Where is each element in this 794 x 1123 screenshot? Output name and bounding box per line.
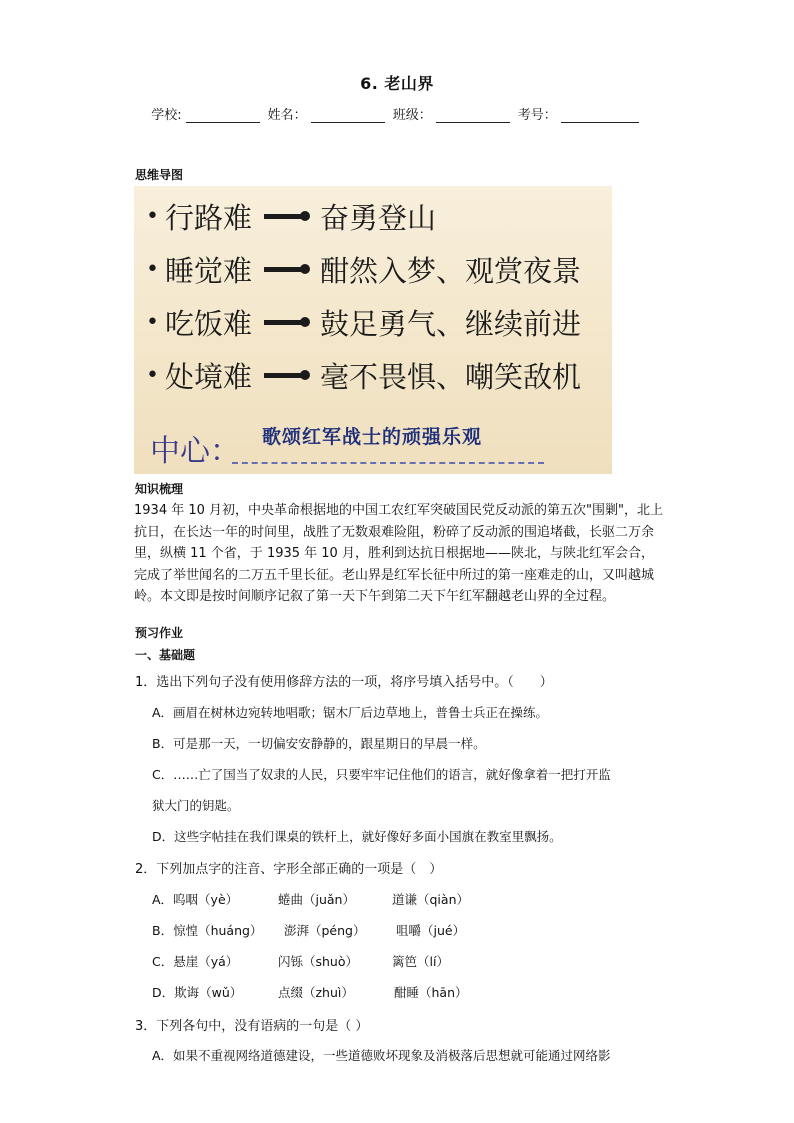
mindmap-row <box>146 355 581 395</box>
arrow-icon <box>264 317 310 327</box>
question-3-stem: 3．下列各句中，没有语病的一句是（ ） <box>135 1019 369 1034</box>
class-label: 班级： <box>392 108 432 123</box>
mindmap-row-right: 鼓足勇气、继续前进 <box>320 306 582 341</box>
arrow-icon <box>264 370 310 380</box>
option-word: 道谦（qiàn） <box>392 892 469 907</box>
question-1-option-a[interactable]: A．画眉在树林边宛转地唱歌；锯木厂后边草地上，普鲁士兵正在操练。 <box>152 705 549 720</box>
bullet-icon: • <box>146 362 159 388</box>
question-2-stem: 2．下列加点字的注音、字形全部正确的一项是（ ） <box>135 862 443 877</box>
option-word: 咀嚼（jué） <box>396 923 466 938</box>
exam-no-blank[interactable] <box>561 108 639 123</box>
student-info-row <box>0 104 794 123</box>
question-3-option-a[interactable]: A．如果不重视网络道德建设，一些道德败坏现象及消极落后思想就可能通过网络影 <box>152 1048 611 1063</box>
arrow-icon <box>264 211 310 221</box>
option-word: 澎湃（péng） <box>284 923 366 938</box>
mindmap-row <box>146 196 436 236</box>
bullet-icon: • <box>146 203 159 229</box>
question-1-option-d[interactable]: D．这些字帖挂在我们课桌的铁杆上，就好像好多面小国旗在教室里飘扬。 <box>152 829 562 844</box>
section-mindmap-heading: 思维导图 <box>135 168 184 182</box>
mindmap-row-left: 吃饭难 <box>164 306 252 341</box>
page-title: 6. 老山界 <box>360 74 434 93</box>
school-blank[interactable] <box>186 108 260 123</box>
mindmap-row-right: 毫不畏惧、嘲笑敌机 <box>320 359 582 394</box>
knowledge-paragraph: 1934 年 10 月初，中央革命根据地的中国工农红军突破国民党反动派的第五次"围剿"，北上抗日，在长达一年的时间里，战胜了无数艰难险阻，粉碎了反动派的围追堵截，长驱二万余里，纵横 11 个省，于 1935 年 10 月，胜利到达抗日根据地——陕北，与陕北红军会合，完成了举世闻名的二万五千里长征。老山界是红军长征中所过的第一座难走的山，又叫越城岭。本文即是按时间顺序记叙了第一天下午到第二天下午红军翻越老山界的全过程。 <box>134 503 663 604</box>
mindmap-center-label: 中心： <box>150 434 240 469</box>
option-word: C．悬崖（yá） <box>152 954 239 969</box>
option-word: 酣睡（hān） <box>394 985 468 1000</box>
school-label: 学校: <box>151 108 182 123</box>
name-label: 姓名： <box>267 108 307 123</box>
option-word: A．呜咽（yè） <box>152 892 239 907</box>
mindmap-row-right: 奋勇登山 <box>320 200 437 235</box>
name-blank[interactable] <box>311 108 385 123</box>
mindmap-row-left: 睡觉难 <box>164 253 252 288</box>
mindmap-row <box>146 249 581 289</box>
mindmap-row-right: 酣然入梦、观赏夜景 <box>320 253 582 288</box>
bullet-icon: • <box>146 256 159 282</box>
option-word: 闪铄（shuò） <box>278 954 359 969</box>
option-word: 篱笆（lí） <box>392 954 449 969</box>
option-word: B．惊惶（huáng） <box>152 923 263 938</box>
arrow-icon <box>264 264 310 274</box>
bullet-icon: • <box>146 309 159 335</box>
exam-no-label: 考号： <box>517 108 557 123</box>
option-word: 点缀（zhuì） <box>278 985 354 1000</box>
section-knowledge-heading: 知识梳理 <box>135 482 184 496</box>
mindmap-row-left: 行路难 <box>164 200 252 235</box>
section-preview-heading: 预习作业 <box>135 626 184 640</box>
option-word: D．欺诲（wǔ） <box>152 985 243 1000</box>
option-word: 蜷曲（juǎn） <box>278 892 355 907</box>
mindmap-center-text: 歌颂红军战士的顽强乐观 <box>262 426 483 448</box>
class-blank[interactable] <box>436 108 510 123</box>
mindmap-row <box>146 302 581 342</box>
question-1-option-c-continued: 狱大门的钥匙。 <box>152 798 240 813</box>
mindmap-center-underline <box>232 462 544 464</box>
mindmap-image <box>134 186 612 474</box>
question-1-stem: 1．选出下列句子没有使用修辞方法的一项，将序号填入括号中。（ ） <box>135 675 553 690</box>
question-1-option-c[interactable]: C．……亡了国当了奴隶的人民，只要牢牢记住他们的语言，就好像拿着一把打开监 <box>152 767 611 782</box>
question-1-option-b[interactable]: B．可是那一天，一切偏安安静静的，跟星期日的早晨一样。 <box>152 736 486 751</box>
mindmap-row-left: 处境难 <box>164 359 252 394</box>
section-basic-heading: 一、基础题 <box>135 648 196 662</box>
